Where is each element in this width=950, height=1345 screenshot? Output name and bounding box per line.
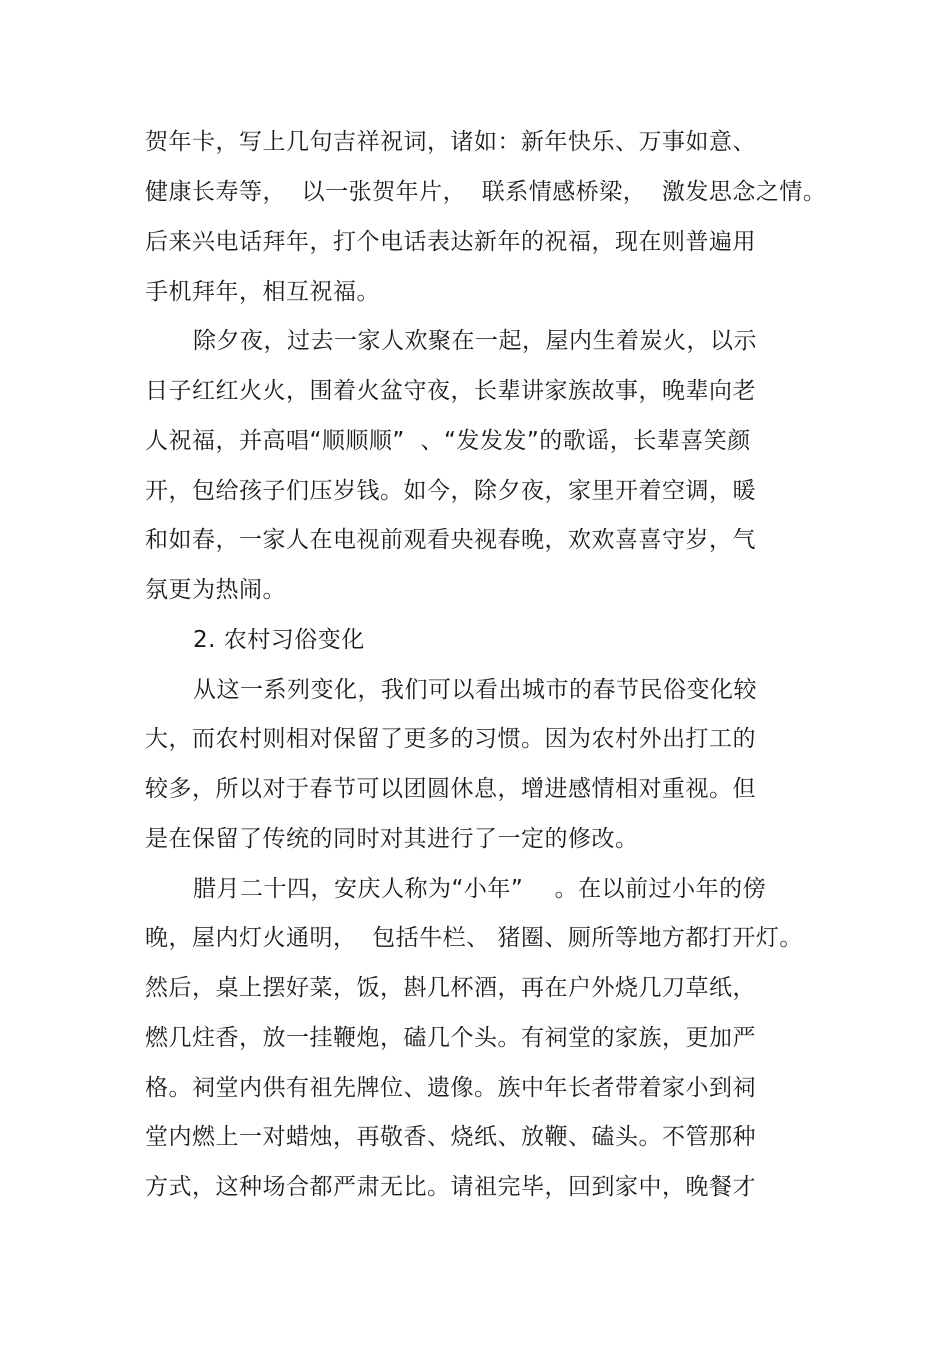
text-line: 后来兴电话拜年，打个电话表达新年的祝福，现在则普遍用 bbox=[145, 229, 756, 255]
text-line: 氛更为热闹。 bbox=[145, 577, 286, 603]
text-line: 贺年卡，写上几句吉祥祝词，诸如：新年快乐、万事如意、 bbox=[145, 129, 756, 155]
text-line: 晚，屋内灯火通明， 包括牛栏、 猪圈、厕所等地方都打开灯。 bbox=[145, 925, 803, 951]
text-line: 然后，桌上摆好菜，饭，斟几杯酒，再在户外烧几刀草纸， bbox=[145, 975, 756, 1001]
text-line: 手机拜年，相互祝福。 bbox=[145, 279, 380, 305]
text-line: 较多，所以对于春节可以团圆休息，增进感情相对重视。但 bbox=[145, 776, 756, 802]
text-line: 人祝福，并高唱“顺顺顺” 、“发发发”的歌谣，长辈喜笑颜 bbox=[145, 428, 751, 454]
paragraph-start-line: 除夕夜，过去一家人欢聚在一起，屋内生着炭火，以示 bbox=[193, 328, 757, 354]
text-line: 大，而农村则相对保留了更多的习惯。因为农村外出打工的 bbox=[145, 726, 756, 752]
text-line: 和如春，一家人在电视前观看央视春晚，欢欢喜喜守岁，气 bbox=[145, 527, 756, 553]
text-line: 健康长寿等， 以一张贺年片， 联系情感桥梁， 激发思念之情。 bbox=[145, 179, 827, 205]
text-line: 是在保留了传统的同时对其进行了一定的修改。 bbox=[145, 826, 639, 852]
text-line: 开，包给孩子们压岁钱。如今，除夕夜，家里开着空调，暖 bbox=[145, 478, 756, 504]
paragraph-start-line: 腊月二十四，安庆人称为“小年” 。在以前过小年的傍 bbox=[193, 876, 767, 902]
paragraph-start-line: 从这一系列变化，我们可以看出城市的春节民俗变化较 bbox=[193, 677, 757, 703]
text-line: 格。祠堂内供有祖先牌位、遗像。族中年长者带着家小到祠 bbox=[145, 1075, 756, 1101]
text-line: 燃几炷香，放一挂鞭炮，磕几个头。有祠堂的家族，更加严 bbox=[145, 1025, 756, 1051]
text-line: 日子红红火火，围着火盆守夜，长辈讲家族故事，晚辈向老 bbox=[145, 378, 756, 404]
text-line: 堂内燃上一对蜡烛，再敬香、烧纸、放鞭、磕头。不管那种 bbox=[145, 1124, 756, 1150]
section-heading: 2. 农村习俗变化 bbox=[193, 627, 365, 653]
text-line: 方式，这种场合都严肃无比。请祖完毕，回到家中，晚餐才 bbox=[145, 1174, 756, 1200]
